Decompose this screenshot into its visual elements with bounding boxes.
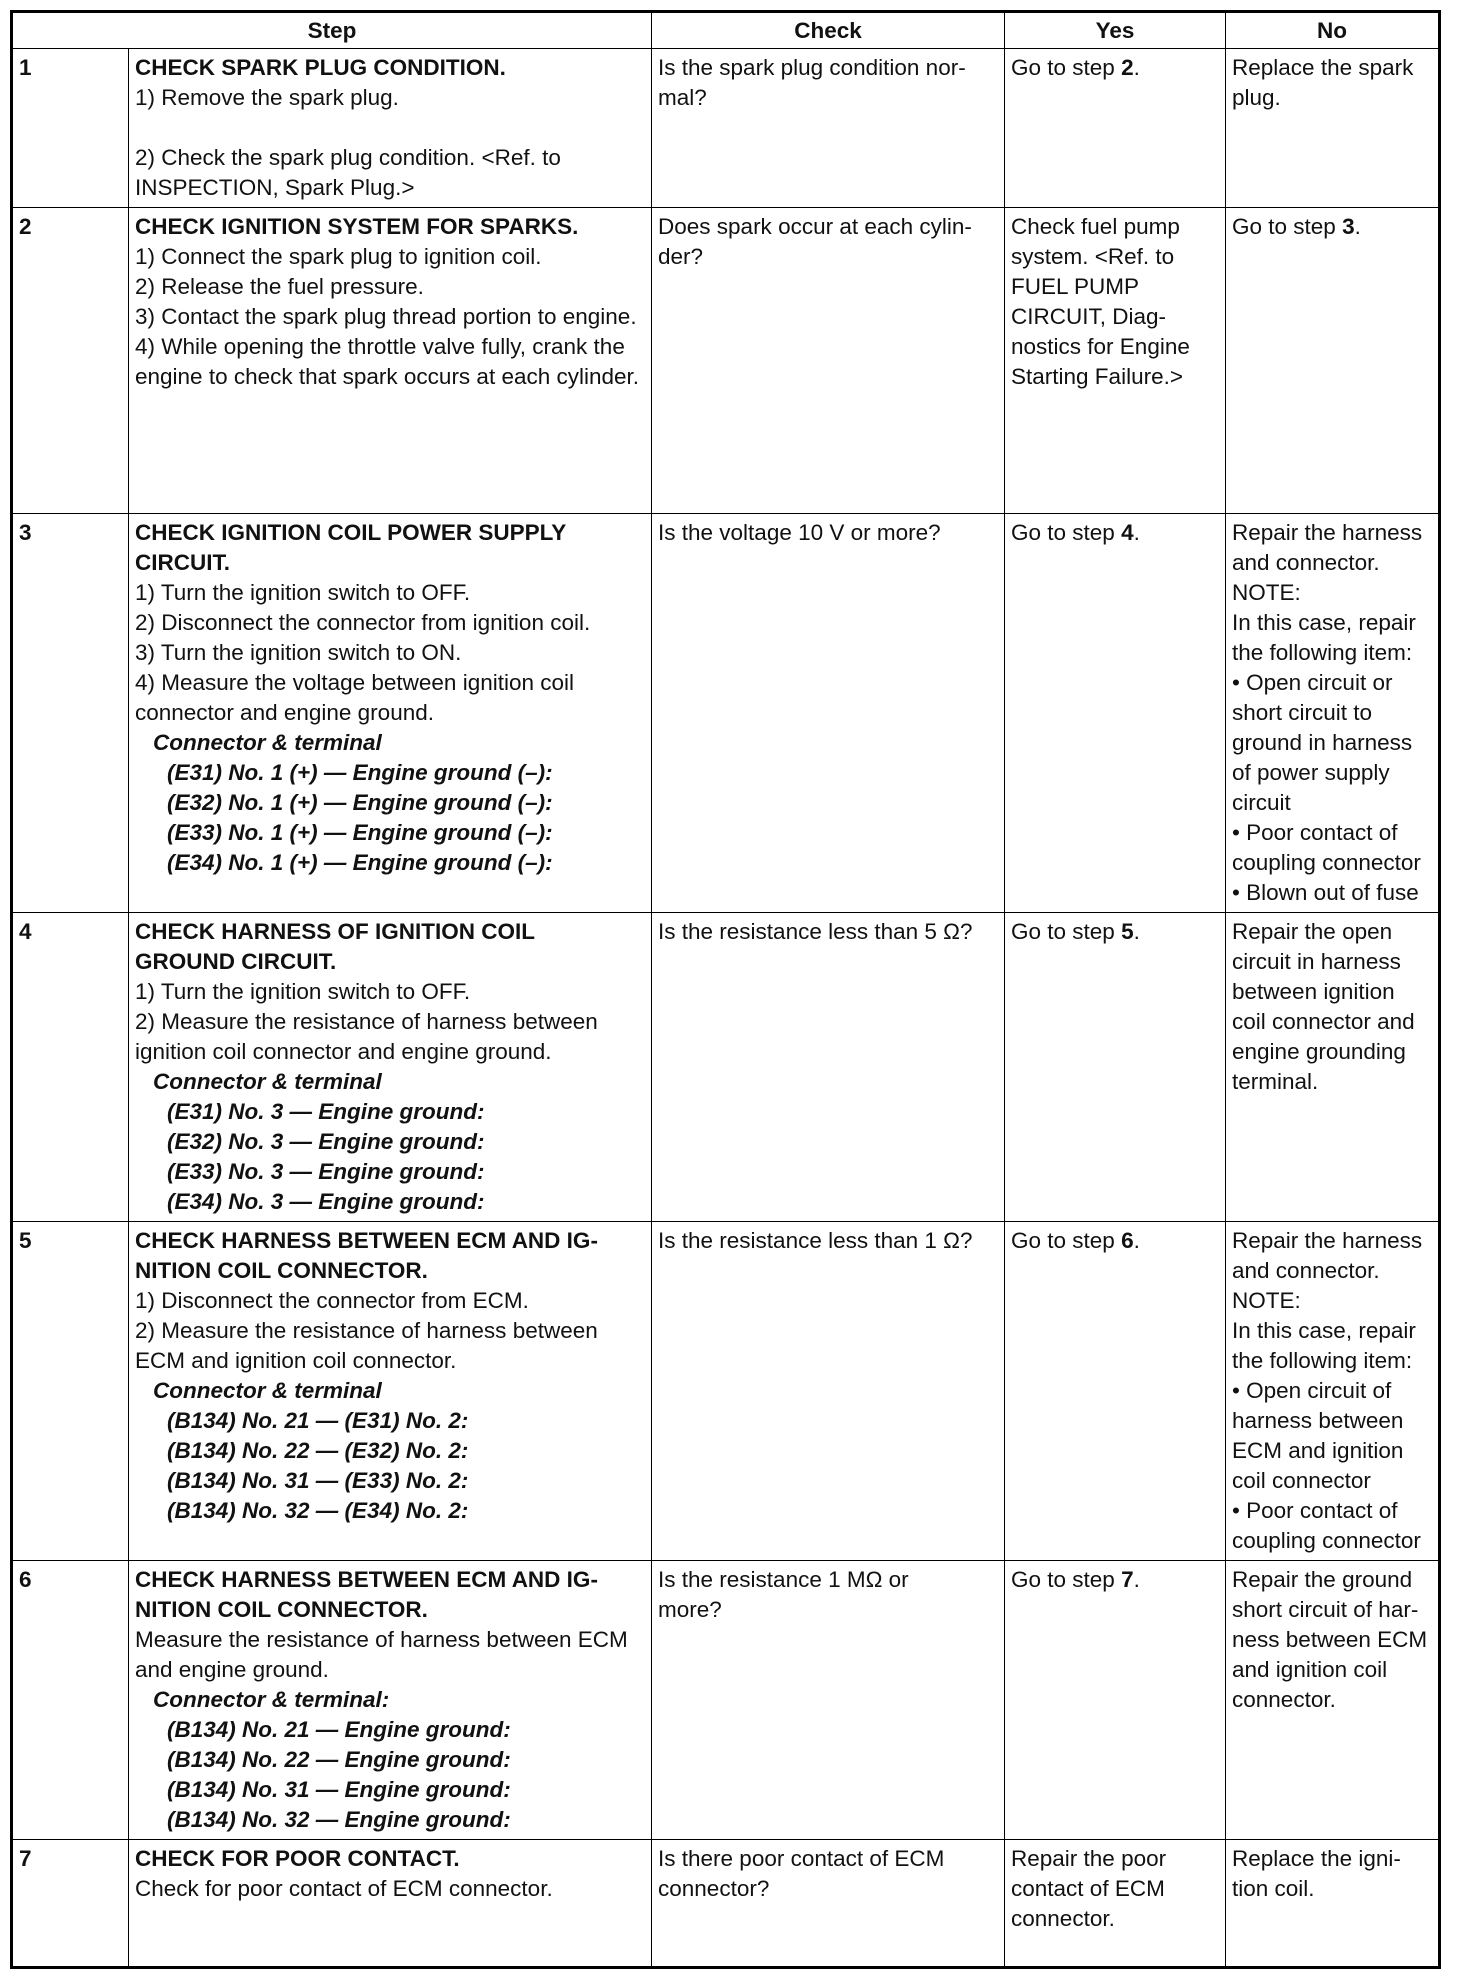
step-title: CHECK IGNITION SYSTEM FOR SPARKS.: [135, 214, 579, 239]
header-no: No: [1226, 12, 1440, 49]
yes-step-ref: 6: [1121, 1228, 1134, 1253]
note-text: In this case, repair the following item:: [1232, 1318, 1416, 1373]
no-text: Repair the ground short circuit of har- ness between ECM and ignition coil connector.: [1232, 1567, 1428, 1712]
connector-terminal-value: (E34) No. 1 (+) — Engine ground (–):: [167, 850, 553, 875]
no-text: Repair the harness and connector.: [1232, 520, 1423, 575]
yes-cell: [1005, 913, 1226, 1222]
no-step-ref: 3: [1342, 214, 1355, 239]
yes-cell: [1005, 1840, 1226, 1968]
no-cell: [1226, 1222, 1440, 1561]
connector-terminal-value: (B134) No. 21 — (E31) No. 2:: [167, 1408, 469, 1433]
table-row: [12, 913, 1440, 1222]
step-number: 2: [12, 208, 129, 514]
no-text: Replace the spark plug.: [1232, 55, 1414, 110]
step-cell: [129, 49, 652, 208]
check-cell: [652, 514, 1005, 913]
note-item: • Open circuit or short circuit to ground in harness of power supply circuit: [1232, 670, 1413, 815]
step-number: 7: [12, 1840, 129, 1968]
step-instruction: 1) Turn the ignition switch to OFF.: [135, 979, 471, 1004]
check-text: Is there poor contact of ECM connector?: [658, 1846, 945, 1901]
yes-cell: [1005, 49, 1226, 208]
step-instruction: 2) Measure the resistance of harness between ignition coil connector and engine ground.: [135, 1009, 598, 1064]
step-instruction: Check for poor contact of ECM connector.: [135, 1876, 553, 1901]
step-instruction: 4) While opening the throttle valve fully, crank the engine to check that spark occurs at each cylinder.: [135, 334, 640, 389]
step-instruction: 2) Check the spark plug condition. <Ref. to INSPECTION, Spark Plug.>: [135, 145, 561, 200]
yes-cell: [1005, 514, 1226, 913]
step-cell: [129, 1840, 652, 1968]
yes-text: Go to step: [1011, 520, 1122, 545]
header-yes: Yes: [1005, 12, 1226, 49]
table-row: [12, 514, 1440, 913]
yes-text-suffix: .: [1133, 1228, 1140, 1253]
connector-terminal-value: (E34) No. 3 — Engine ground:: [167, 1189, 485, 1214]
header-check: Check: [652, 12, 1005, 49]
connector-terminal-value: (B134) No. 21 — Engine ground:: [167, 1717, 511, 1742]
check-cell: [652, 1840, 1005, 1968]
no-text-suffix: .: [1354, 214, 1361, 239]
no-text: Repair the open circuit in harness between ignition coil connector and engine grounding terminal.: [1232, 919, 1415, 1094]
check-text: Is the resistance less than 5 Ω?: [658, 919, 973, 944]
connector-terminal-heading: Connector & terminal:: [153, 1687, 390, 1712]
note-label: NOTE:: [1232, 1288, 1301, 1313]
no-cell: [1226, 1840, 1440, 1968]
connector-terminal-heading: Connector & terminal: [153, 730, 382, 755]
no-cell: [1226, 208, 1440, 514]
step-instruction: 1) Turn the ignition switch to OFF.: [135, 580, 471, 605]
connector-terminal-value: (B134) No. 32 — (E34) No. 2:: [167, 1498, 469, 1523]
no-cell: [1226, 514, 1440, 913]
step-cell: [129, 913, 652, 1222]
connector-terminal-value: (E31) No. 3 — Engine ground:: [167, 1099, 485, 1124]
check-cell: [652, 913, 1005, 1222]
yes-text-suffix: .: [1133, 520, 1140, 545]
yes-cell: [1005, 208, 1226, 514]
yes-text-suffix: .: [1133, 1567, 1140, 1592]
step-instruction: 3) Contact the spark plug thread portion to engine.: [135, 304, 637, 329]
step-instruction: 1) Connect the spark plug to ignition coil.: [135, 244, 542, 269]
step-instruction: 2) Release the fuel pressure.: [135, 274, 424, 299]
yes-step-ref: 5: [1121, 919, 1134, 944]
step-instruction-spacer: [135, 113, 645, 143]
table-row: [12, 208, 1440, 514]
note-label: NOTE:: [1232, 580, 1301, 605]
step-instruction: 2) Measure the resistance of harness between ECM and ignition coil connector.: [135, 1318, 598, 1373]
check-text: Is the resistance 1 MΩ or more?: [658, 1567, 909, 1622]
step-cell: [129, 1561, 652, 1840]
connector-terminal-value: (B134) No. 31 — Engine ground:: [167, 1777, 511, 1802]
step-title: CHECK IGNITION COIL POWER SUPPLY CIRCUIT.: [135, 520, 567, 575]
check-cell: [652, 49, 1005, 208]
diagnostic-table: [10, 10, 1441, 1969]
yes-text: Go to step: [1011, 919, 1122, 944]
connector-terminal-value: (B134) No. 22 — Engine ground:: [167, 1747, 511, 1772]
step-title: CHECK HARNESS BETWEEN ECM AND IG- NITION COIL CONNECTOR.: [135, 1228, 598, 1283]
note-item: • Open circuit of harness between ECM and ignition coil connector: [1232, 1378, 1404, 1493]
step-title: CHECK SPARK PLUG CONDITION.: [135, 55, 506, 80]
yes-text: Check fuel pump system. <Ref. to FUEL PUMP CIRCUIT, Diag- nostics for Engine Starting Failure.>: [1011, 214, 1190, 389]
table-row: [12, 49, 1440, 208]
header-step: Step: [12, 12, 652, 49]
connector-terminal-value: (E33) No. 3 — Engine ground:: [167, 1159, 485, 1184]
check-text: Is the voltage 10 V or more?: [658, 520, 941, 545]
step-title: CHECK FOR POOR CONTACT.: [135, 1846, 460, 1871]
yes-text: Go to step: [1011, 1567, 1122, 1592]
yes-step-ref: 2: [1121, 55, 1134, 80]
check-text: Does spark occur at each cylin- der?: [658, 214, 972, 269]
connector-terminal-value: (B134) No. 32 — Engine ground:: [167, 1807, 511, 1832]
step-number: 5: [12, 1222, 129, 1561]
step-cell: [129, 1222, 652, 1561]
yes-step-ref: 7: [1121, 1567, 1134, 1592]
yes-step-ref: 4: [1121, 520, 1134, 545]
no-cell: [1226, 49, 1440, 208]
step-number: 4: [12, 913, 129, 1222]
check-cell: [652, 208, 1005, 514]
step-instruction: Measure the resistance of harness between ECM and engine ground.: [135, 1627, 628, 1682]
connector-terminal-value: (E32) No. 1 (+) — Engine ground (–):: [167, 790, 553, 815]
yes-cell: [1005, 1561, 1226, 1840]
note-item: • Blown out of fuse: [1232, 880, 1419, 905]
connector-terminal-value: (E32) No. 3 — Engine ground:: [167, 1129, 485, 1154]
step-title: CHECK HARNESS BETWEEN ECM AND IG- NITION COIL CONNECTOR.: [135, 1567, 598, 1622]
connector-terminal-value: (E31) No. 1 (+) — Engine ground (–):: [167, 760, 553, 785]
table-row: [12, 1561, 1440, 1840]
yes-text-suffix: .: [1133, 55, 1140, 80]
note-text: In this case, repair the following item:: [1232, 610, 1416, 665]
connector-terminal-value: (B134) No. 22 — (E32) No. 2:: [167, 1438, 469, 1463]
step-title: CHECK HARNESS OF IGNITION COIL GROUND CIRCUIT.: [135, 919, 536, 974]
step-number: 1: [12, 49, 129, 208]
no-text: Repair the harness and connector.: [1232, 1228, 1423, 1283]
table-header-row: [12, 12, 1440, 49]
no-cell: [1226, 1561, 1440, 1840]
step-number: 6: [12, 1561, 129, 1840]
step-cell: [129, 514, 652, 913]
yes-text: Repair the poor contact of ECM connector.: [1011, 1846, 1167, 1931]
table-row: [12, 1222, 1440, 1561]
check-text: Is the resistance less than 1 Ω?: [658, 1228, 973, 1253]
no-text: Replace the igni- tion coil.: [1232, 1846, 1401, 1901]
step-instruction: 1) Remove the spark plug.: [135, 85, 399, 110]
step-instruction: 3) Turn the ignition switch to ON.: [135, 640, 462, 665]
note-item: • Poor contact of coupling connector: [1232, 1498, 1421, 1553]
no-text: Go to step: [1232, 214, 1343, 239]
yes-text: Go to step: [1011, 1228, 1122, 1253]
step-number: 3: [12, 514, 129, 913]
step-cell: [129, 208, 652, 514]
connector-terminal-heading: Connector & terminal: [153, 1069, 382, 1094]
connector-terminal-value: (B134) No. 31 — (E33) No. 2:: [167, 1468, 469, 1493]
check-text: Is the spark plug condition nor- mal?: [658, 55, 966, 110]
connector-terminal-value: (E33) No. 1 (+) — Engine ground (–):: [167, 820, 553, 845]
table-row: [12, 1840, 1440, 1968]
note-item: • Poor contact of coupling connector: [1232, 820, 1421, 875]
no-cell: [1226, 913, 1440, 1222]
step-instruction: 2) Disconnect the connector from ignition coil.: [135, 610, 591, 635]
step-instruction: 4) Measure the voltage between ignition coil connector and engine ground.: [135, 670, 575, 725]
yes-cell: [1005, 1222, 1226, 1561]
connector-terminal-heading: Connector & terminal: [153, 1378, 382, 1403]
step-instruction: 1) Disconnect the connector from ECM.: [135, 1288, 529, 1313]
yes-text: Go to step: [1011, 55, 1122, 80]
check-cell: [652, 1561, 1005, 1840]
yes-text-suffix: .: [1133, 919, 1140, 944]
check-cell: [652, 1222, 1005, 1561]
